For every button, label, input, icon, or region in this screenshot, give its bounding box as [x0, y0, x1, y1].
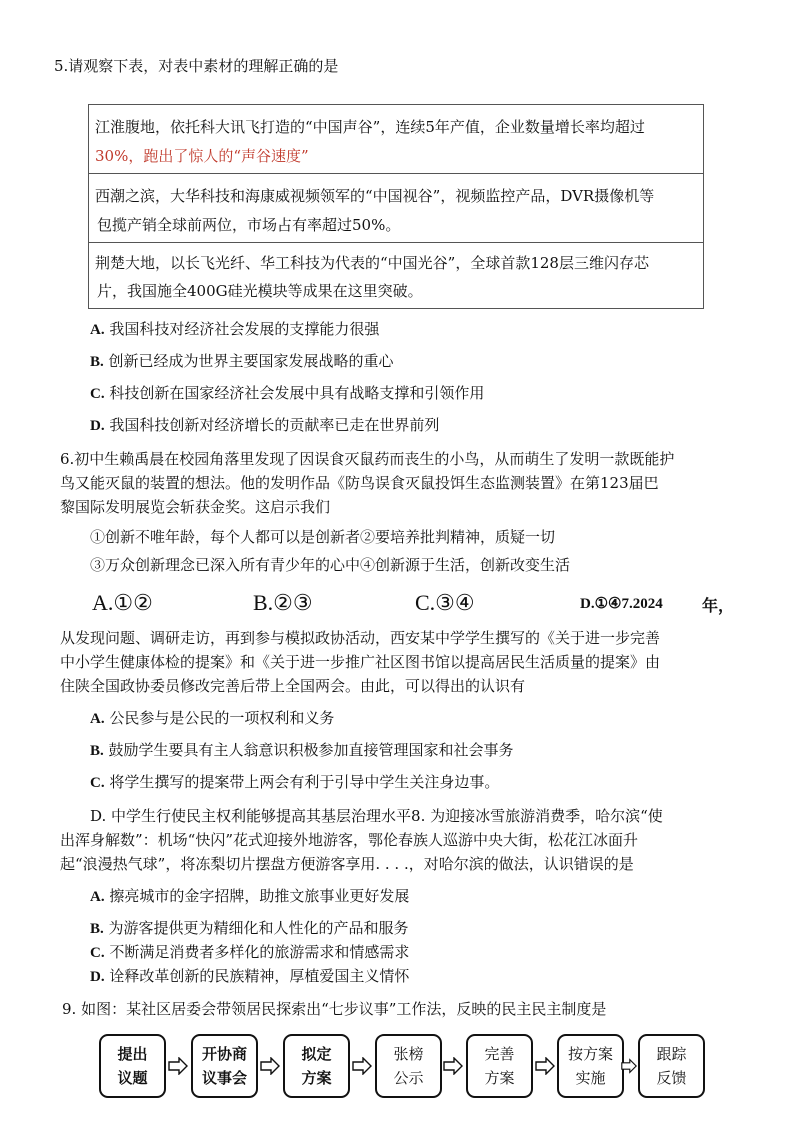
flow-step-3: 拟定 方案: [283, 1034, 350, 1098]
q7-option-d-q8-stem[interactable]: D. 中学生行使民主权利能够提高其基层治理水平8. 为迎接冰雪旅游消费季，哈尔滨“使: [90, 807, 663, 825]
flow-arrow-icon: [535, 1057, 555, 1075]
table-row: [89, 243, 703, 309]
table-row-1-line1: 江淮腹地，依托科大讯飞打造的“中国声谷”，连续5年产值，企业数量增长率均超过: [95, 118, 645, 136]
q7-stem-line1: 从发现问题、调研走访，再到参与模拟政协活动，西安某中学学生撰写的《关于进一步完善: [60, 629, 661, 647]
table-row: [89, 105, 703, 174]
q8-stem-line3: 起“浪漫热气球”，将冻梨切片摆盘方便游客享用. . . .，对哈尔滨的做法，认识错误的是: [60, 855, 634, 873]
flow-arrow-icon: [621, 1057, 637, 1075]
q5-option-c[interactable]: C. 科技创新在国家经济社会发展中具有战略支撑和引领作用: [90, 384, 485, 402]
table-row-1-line2: 30%，跑出了惊人的“声谷速度”: [95, 147, 309, 165]
flow-step-5: 完善 方案: [466, 1034, 533, 1098]
table-row: [89, 174, 703, 243]
q6-option-b[interactable]: B.②③: [253, 590, 313, 615]
q6-stem: [60, 447, 674, 519]
q6-statement-3-4: ③万众创新理念已深入所有青少年的心中④创新源于生活，创新改变生活: [90, 556, 571, 574]
q8-option-d[interactable]: D. 诠释改革创新的民族精神，厚植爱国主义情怀: [90, 967, 410, 985]
table-row-3-line1: 荆楚大地，以长飞光纤、华工科技为代表的“中国光谷”，全球首款128层三维闪存芯: [95, 254, 649, 272]
q5-option-a[interactable]: A. 我国科技对经济社会发展的支撑能力很强: [90, 320, 380, 338]
flow-step-4: 张榜 公示: [375, 1034, 442, 1098]
flow-arrow-icon: [260, 1057, 280, 1075]
q8-option-b[interactable]: B. 为游客提供更为精细化和人性化的产品和服务: [90, 919, 409, 937]
q9-stem: 9. 如图：某社区居委会带领居民探索出“七步议事”工作法，反映的民主民主制度是: [62, 1000, 607, 1018]
table-row-3-line2: 片，我国施全400G硅光模块等成果在这里突破。: [97, 282, 423, 300]
q5-material-table: [88, 104, 704, 309]
q7-stem-line2: 中小学生健康体检的提案》和《关于进一步推广社区图书馆以提高居民生活质量的提案》由: [60, 653, 661, 671]
q5-option-b[interactable]: B. 创新已经成为世界主要国家发展战略的重心: [90, 352, 394, 370]
flow-step-2: 开协商 议事会: [191, 1034, 258, 1098]
table-row-2-line2: 包揽产销全球前两位，市场占有率超过50%。: [97, 216, 401, 234]
q7-option-a[interactable]: A. 公民参与是公民的一项权利和义务: [90, 709, 335, 727]
q6-statement-1-2: ①创新不唯年龄，每个人都可以是创新者②要培养批判精神，质疑一切: [90, 528, 556, 546]
q8-stem-line2: 出浑身解数”：机场“快闪”花式迎接外地游客，鄂伦春族人巡游中央大街，松花江冰面升: [60, 831, 639, 849]
q6-stem-line2: 鸟又能灭鼠的装置的想法。他的发明作品《防鸟误食灭鼠投饵生态监测装置》在第123届巴: [60, 474, 659, 492]
flow-arrow-icon: [443, 1057, 463, 1075]
q8-option-c[interactable]: C. 不断满足消费者多样化的旅游需求和情感需求: [90, 943, 410, 961]
flow-arrow-icon: [168, 1057, 188, 1075]
table-row-2-line1: 西潮之滨，大华科技和海康威视频领军的“中国视谷”，视频监控产品，DVR摄像机等: [95, 187, 655, 205]
q7-stem-line3: 住陕全国政协委员修改完善后带上全国两会。由此，可以得出的认识有: [60, 677, 526, 695]
q6-option-c[interactable]: C.③④: [415, 590, 475, 615]
flow-step-1: 提出 议题: [99, 1034, 166, 1098]
q6-stem-line1: 6.初中生赖禹晨在校园角落里发现了因误食灭鼠药而丧生的小鸟，从而萌生了发明一款既能护: [60, 450, 675, 468]
q5-option-d[interactable]: D. 我国科技创新对经济增长的贡献率已走在世界前列: [90, 416, 440, 434]
q6-stem-line3: 黎国际发明展览会斩获金奖。这启示我们: [60, 498, 331, 516]
q7-option-b[interactable]: B. 鼓励学生要具有主人翁意识积极参加直接管理国家和社会事务: [90, 741, 514, 759]
q5-stem: 5.请观察下表，对表中素材的理解正确的是: [54, 57, 339, 75]
q7-year-suffix: 年，: [702, 598, 735, 615]
q7-option-c[interactable]: C. 将学生撰写的提案带上两会有利于引导中学生关注身边事。: [90, 773, 500, 791]
q8-option-a[interactable]: A. 擦亮城市的金字招牌，助推文旅事业更好发展: [90, 887, 410, 905]
q6-option-d[interactable]: D.①④7.2024: [580, 596, 663, 612]
q6-option-a[interactable]: A.①②: [92, 590, 153, 615]
q7-stem: [60, 626, 660, 698]
flow-step-7: 跟踪 反馈: [638, 1034, 705, 1098]
flow-arrow-icon: [352, 1057, 372, 1075]
flow-step-6: 按方案 实施: [557, 1034, 624, 1098]
